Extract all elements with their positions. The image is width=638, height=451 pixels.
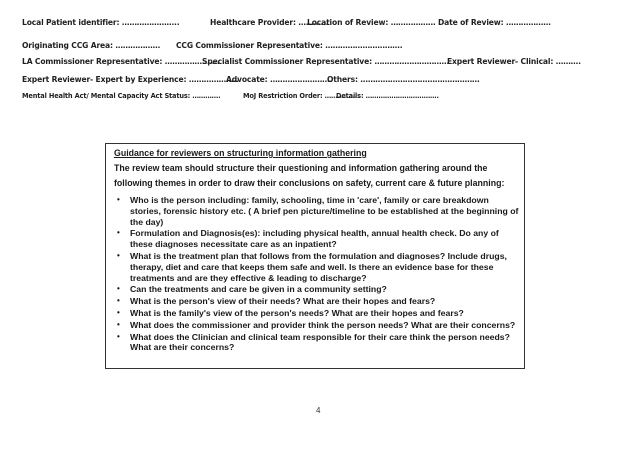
guidance-box (105, 143, 525, 369)
guidance-item-text: What does the Clinician and clinical team responsible for their care think the person needs? What are their concerns? (130, 331, 510, 353)
bullet-icon: • (117, 250, 120, 260)
bullet-icon: • (117, 284, 120, 294)
others-field: Others: ………………………………………… (327, 75, 480, 84)
guidance-item (114, 308, 520, 319)
bullet-icon: • (117, 307, 120, 317)
la-commissioner-representative-field: LA Commissioner Representative: …………………. (22, 57, 220, 66)
local-patient-identifier-field: Local Patient identifier: ………………….. (22, 18, 180, 27)
details-field: Details: ……………………………. (336, 92, 439, 100)
bullet-icon: • (117, 296, 120, 306)
guidance-item (114, 320, 520, 331)
guidance-item-text: Formulation and Diagnosis(es): including physical health, annual health check. Do any of these diagnoses necessitate care as an inpatient? (130, 228, 499, 250)
mental-health-status-field: Mental Health Act/ Mental Capacity Act Status: …………. (22, 92, 221, 100)
guidance-item-text: What is the treatment plan that follows from the formulation and diagnoses? Include drugs, therapy, diet and care that keeps them safe and well. Is there an evidence base for these treatments and are they effective & leading to discharge? (130, 250, 507, 283)
guidance-list (114, 195, 520, 354)
originating-ccg-area-field: Originating CCG Area: ……………… (22, 41, 161, 50)
date-of-review-field: Date of Review: ……………… (438, 18, 551, 27)
guidance-item-text: What is the family's view of the person's needs? What are their hopes and fears? (130, 307, 464, 318)
guidance-item (114, 228, 520, 250)
guidance-item-text: Who is the person including: family, schooling, time in 'care', family or care breakdown stories, forensic history etc. ( A brief pen picture/timeline to be established at the beginning of the day) (130, 195, 519, 227)
guidance-title: Guidance for reviewers on structuring information gathering (114, 148, 367, 158)
specialist-commissioner-representative-field: Specialist Commissioner Representative: ………………………… (202, 57, 449, 66)
expert-reviewer-clinical-field: Expert Reviewer- Clinical: ………. (447, 57, 581, 66)
bullet-icon: • (117, 319, 120, 329)
bullet-icon: • (117, 195, 120, 204)
guidance-item (114, 251, 520, 283)
guidance-item-text: What does the commissioner and provider think the person needs? What are their concerns? (130, 319, 516, 330)
bullet-icon: • (117, 228, 120, 238)
expert-reviewer-experience-field: Expert Reviewer- Expert by Experience: ………………… (22, 75, 241, 84)
location-of-review-field: Location of Review: ……………… (307, 18, 436, 27)
moj-restriction-order-field: MoJ Restriction Order: ……………. (243, 92, 360, 100)
guidance-item (114, 284, 520, 295)
healthcare-provider-field: Healthcare Provider: ………… (210, 18, 329, 27)
guidance-item-text: What is the person's view of their needs? What are their hopes and fears? (130, 296, 436, 307)
advocate-field: Advocate: ……………………. (226, 75, 333, 84)
guidance-intro: The review team should structure their questioning and information gathering around the following themes in order to draw their conclusions on safety, current care & future planning: (114, 163, 505, 188)
bullet-icon: • (117, 331, 120, 341)
guidance-item (114, 296, 520, 307)
guidance-item-text: Can the treatments and care be given in a community setting? (130, 284, 387, 295)
ccg-commissioner-representative-field: CCG Commissioner Representative: …………………………. (176, 41, 403, 50)
guidance-item (114, 332, 520, 354)
guidance-item (114, 195, 520, 227)
page-number: 4 (316, 406, 321, 415)
